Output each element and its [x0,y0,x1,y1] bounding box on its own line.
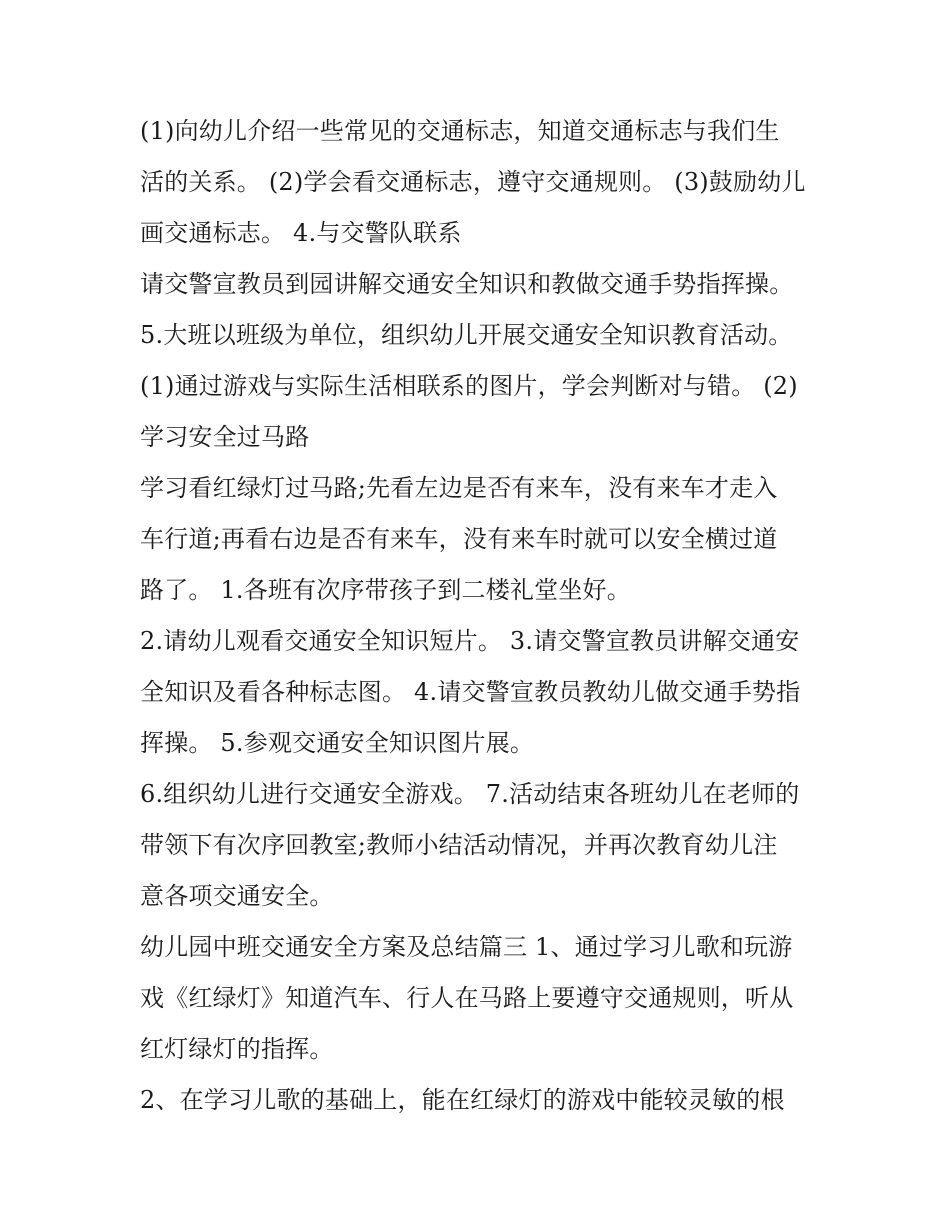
text-line: 6.组织幼儿进行交通安全游戏。 7.活动结束各班幼儿在老师的 [140,780,800,808]
text-line: 车行道;再看右边是否有来车，没有来车时就可以安全横过道 [140,525,778,553]
text-line: 学习看红绿灯过马路;先看左边是否有来车，没有来车才走入 [140,474,778,502]
text-line: 挥操。 5.参观交通安全知识图片展。 [140,729,535,757]
text-line: 5.大班以班级为单位，组织幼儿开展交通安全知识教育活动。 [140,321,793,349]
text-line: 2、在学习儿歌的基础上，能在红绿灯的游戏中能较灵敏的根 [140,1086,785,1114]
text-line: 幼儿园中班交通安全方案及总结篇三 1、通过学习儿歌和玩游 [140,933,793,961]
text-line: 戏《红绿灯》知道汽车、行人在马路上要遵守交通规则，听从 [140,984,794,1012]
text-line: 意各项交通安全。 [140,882,334,910]
text-line: 学习安全过马路 [140,423,310,451]
text-line: 路了。 1.各班有次序带孩子到二楼礼堂坐好。 [140,576,631,604]
text-line: (1)通过游戏与实际生活相联系的图片，学会判断对与错。 (2) [140,372,798,400]
text-line: 红灯绿灯的指挥。 [140,1035,334,1063]
document-body [140,106,820,1126]
text-line: 带领下有次序回教室;教师小结活动情况，并再次教育幼儿注 [140,831,778,859]
text-line: 2.请幼儿观看交通安全知识短片。 3.请交警宣教员讲解交通安 [140,627,800,655]
text-line: (1)向幼儿介绍一些常见的交通标志，知道交通标志与我们生 [140,117,780,145]
text-line: 全知识及看各种标志图。 4.请交警宣教员教幼儿做交通手势指 [140,678,801,706]
text-line: 请交警宣教员到园讲解交通安全知识和教做交通手势指挥操。 [140,270,794,298]
text-line: 画交通标志。 4.与交警队联系 [140,219,462,247]
text-line: 活的关系。 (2)学会看交通标志，遵守交通规则。 (3)鼓励幼儿 [140,168,806,196]
